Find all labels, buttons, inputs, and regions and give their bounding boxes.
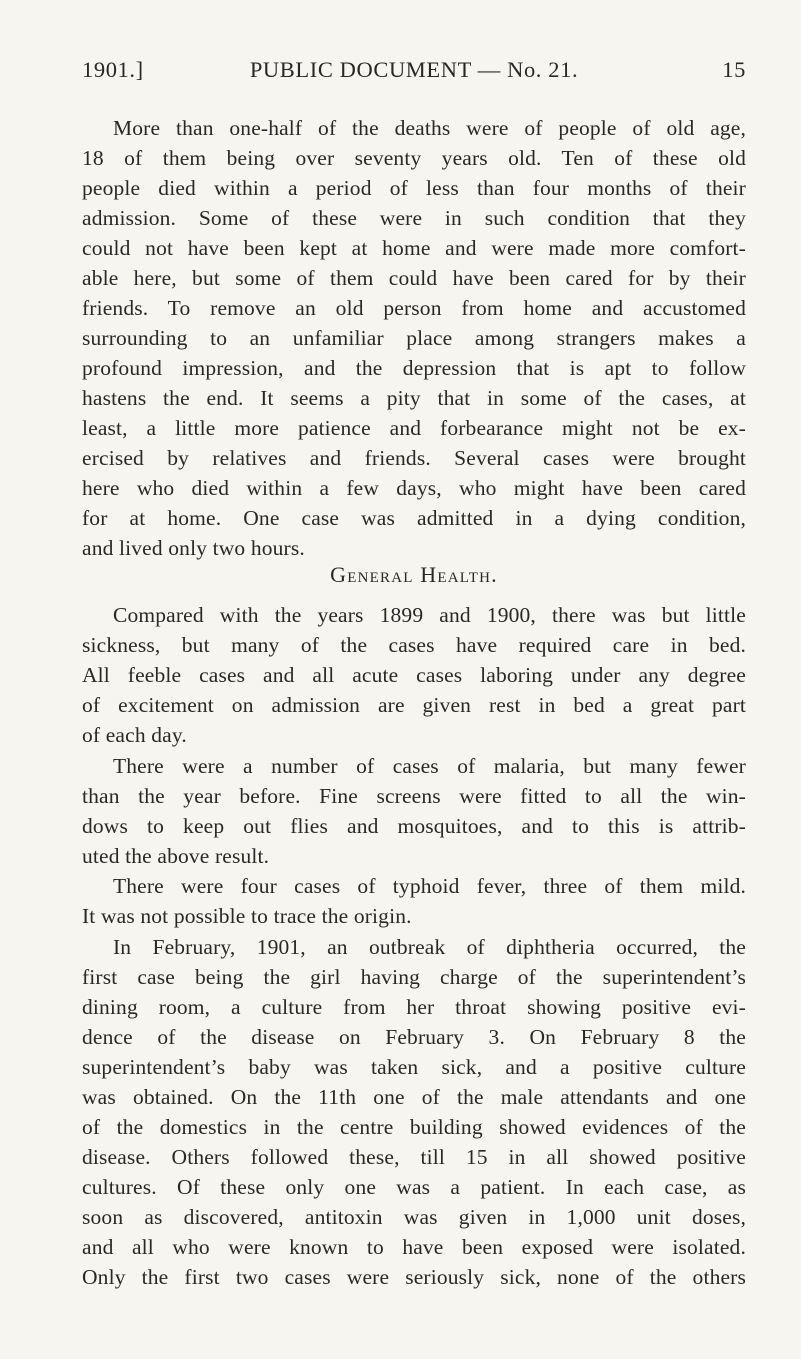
header-year: 1901.] — [82, 57, 144, 82]
text-line: first case being the girl having charge of the superintendent’s — [82, 965, 746, 989]
text-line: and lived only two hours. — [82, 536, 305, 560]
text-line: In February, 1901, an outbreak of diphtheria occurred, the — [113, 935, 746, 959]
text-line: All feeble cases and all acute cases laboring under any degree — [82, 663, 746, 687]
text-line: surrounding to an unfamiliar place among strangers makes a — [82, 326, 746, 350]
text-line: friends. To remove an old person from home and accustomed — [82, 296, 746, 320]
text-line: and all who were known to have been exposed were isolated. — [82, 1235, 746, 1259]
text-line: 18 of them being over seventy years old. Ten of these old — [82, 146, 746, 170]
text-line: hastens the end. It seems a pity that in some of the cases, at — [82, 386, 746, 410]
text-line: least, a little more patience and forbearance might not be ex- — [82, 416, 746, 440]
text-line: uted the above result. — [82, 844, 270, 868]
text-line: could not have been kept at home and were made more comfort- — [82, 236, 746, 260]
text-line: cultures. Of these only one was a patient. In each case, as — [82, 1175, 746, 1199]
text-line: dows to keep out flies and mosquitoes, and to this is attrib- — [82, 814, 746, 838]
text-line: dence of the disease on February 3. On February 8 the — [82, 1025, 746, 1049]
section-heading: General Health. — [330, 562, 498, 587]
text-line: superintendent’s baby was taken sick, and a positive culture — [82, 1055, 746, 1079]
text-line: of excitement on admission are given rest in bed a great part — [82, 693, 746, 717]
text-line: than the year before. Fine screens were fitted to all the win- — [82, 784, 746, 808]
text-line: here who died within a few days, who might have been cared — [82, 476, 746, 500]
page-number: 15 — [722, 57, 746, 82]
text-line: profound impression, and the depression that is apt to follow — [82, 356, 746, 380]
text-line: people died within a period of less than four months of their — [82, 176, 746, 200]
running-head — [82, 57, 746, 89]
header-title: PUBLIC DOCUMENT — No. 21. — [249, 57, 579, 82]
text-line: disease. Others followed these, till 15 in all showed positive — [82, 1145, 746, 1169]
text-line: of the domestics in the centre building showed evidences of the — [82, 1115, 746, 1139]
text-line: soon as discovered, antitoxin was given in 1,000 unit doses, — [82, 1205, 746, 1229]
text-line: There were four cases of typhoid fever, three of them mild. — [113, 874, 746, 898]
text-line: for at home. One case was admitted in a dying condition, — [82, 506, 746, 530]
text-line: able here, but some of them could have been cared for by their — [82, 266, 746, 290]
text-line: dining room, a culture from her throat showing positive evi- — [82, 995, 746, 1019]
text-line: More than one-half of the deaths were of people of old age, — [113, 116, 746, 140]
text-line: Compared with the years 1899 and 1900, there was but little — [113, 603, 746, 627]
text-line: sickness, but many of the cases have required care in bed. — [82, 633, 746, 657]
text-line: of each day. — [82, 723, 187, 747]
text-line: ercised by relatives and friends. Several cases were brought — [82, 446, 746, 470]
text-line: Only the first two cases were seriously sick, none of the others — [82, 1265, 746, 1289]
text-line: admission. Some of these were in such condition that they — [82, 206, 746, 230]
text-line: was obtained. On the 11th one of the male attendants and one — [82, 1085, 746, 1109]
text-line: It was not possible to trace the origin. — [82, 904, 412, 928]
text-line: There were a number of cases of malaria, but many fewer — [113, 754, 746, 778]
